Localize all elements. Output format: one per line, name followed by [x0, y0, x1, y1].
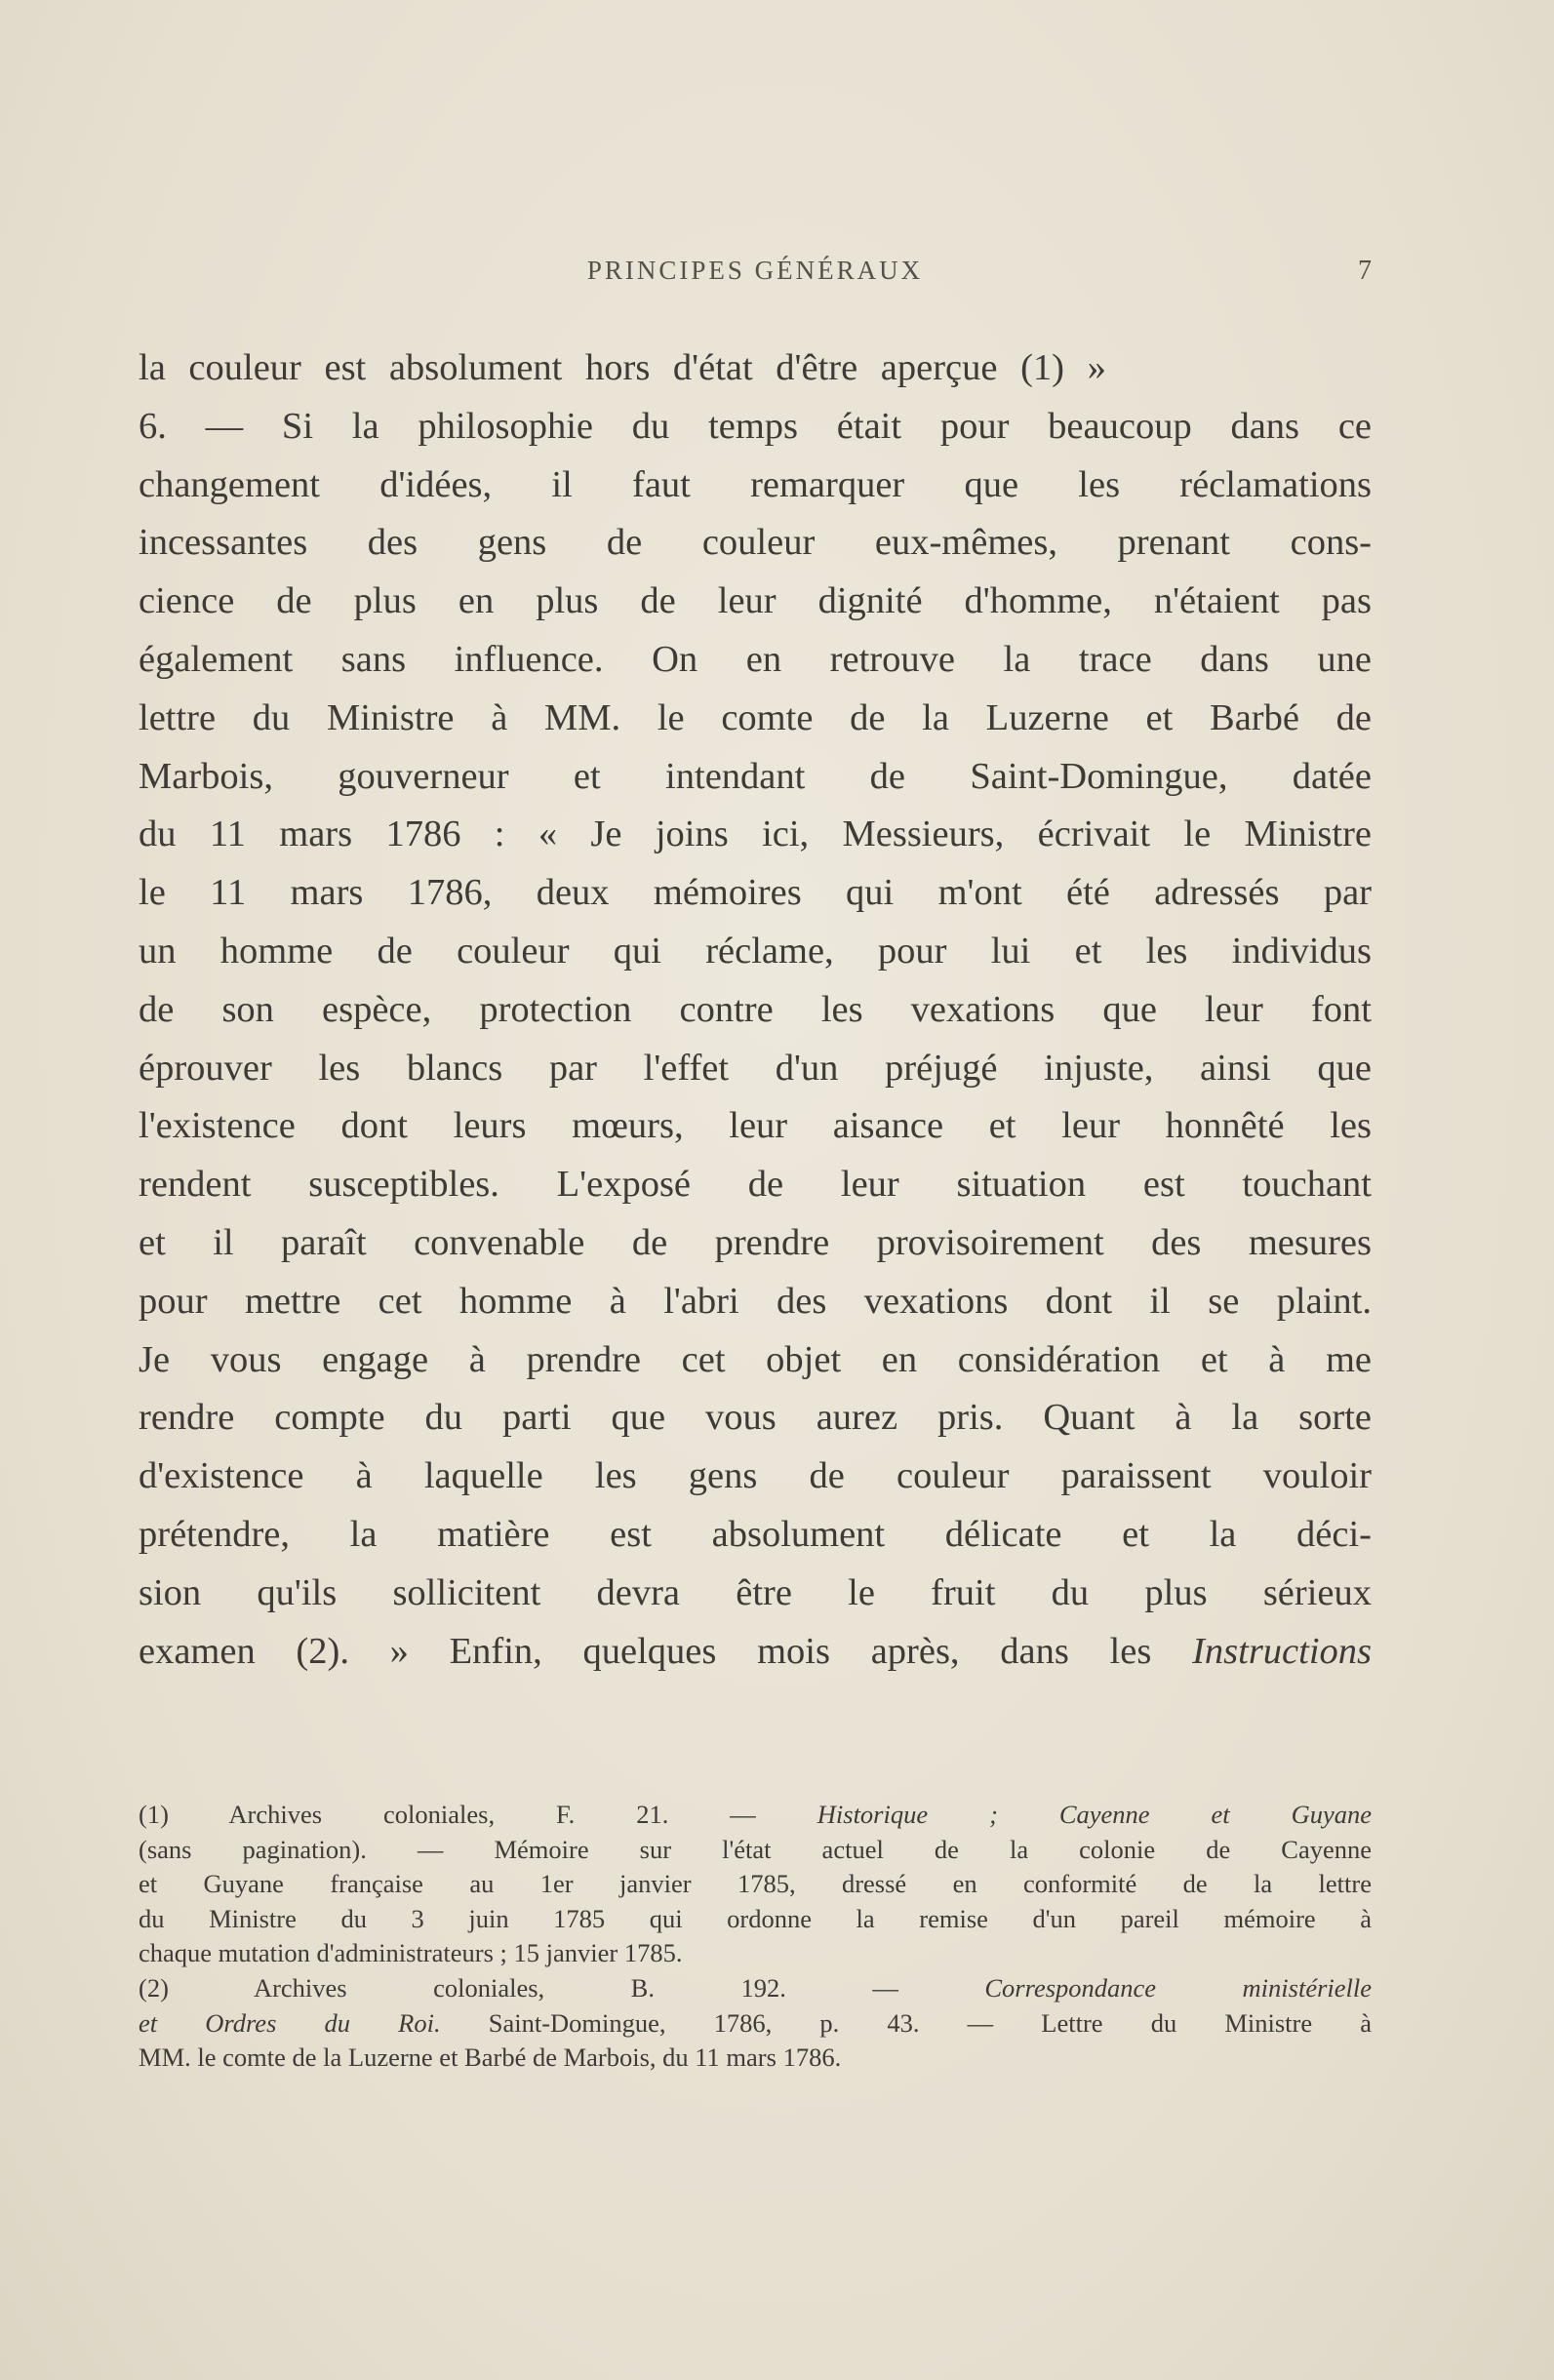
- footnote-1-ref: (1) Archives coloniales, F. 21. —: [139, 1800, 756, 1829]
- text-line: la couleur est absolument hors d'état d'être aperçue (1) »: [139, 347, 1106, 388]
- text-line: également sans influence. On en retrouve la trace dans une: [139, 638, 1372, 680]
- text-line-last-roman: examen (2). » Enfin, quelques mois après, dans les: [139, 1630, 1152, 1672]
- text-line: changement d'idées, il faut remarquer que les réclamations: [139, 463, 1372, 505]
- text-line: l'existence dont leurs mœurs, leur aisance et leur honnêté les: [139, 1105, 1372, 1147]
- text-line: éprouver les blancs par l'effet d'un préjugé injuste, ainsi que: [139, 1047, 1372, 1089]
- text-line: du 11 mars 1786 : « Je joins ici, Messieurs, écrivait le Ministre: [139, 813, 1372, 855]
- page-header: [139, 256, 1372, 295]
- footnotes: [139, 1798, 1372, 2076]
- running-title: PRINCIPES GÉNÉRAUX: [586, 256, 924, 285]
- footnote-2-line-3: MM. le comte de la Luzerne et Barbé de Marbois, du 11 mars 1786.: [139, 2043, 842, 2073]
- footnote-1-line-2: (sans pagination). — Mémoire sur l'état actuel de la colonie de Cayenne: [139, 1834, 1372, 1864]
- text-line: incessantes des gens de couleur eux-mêmes, prenant cons-: [139, 522, 1372, 564]
- text-line: rendent susceptibles. L'exposé de leur situation est touchant: [139, 1164, 1372, 1206]
- text-line: sion qu'ils sollicitent devra être le fruit du plus sérieux: [139, 1571, 1372, 1613]
- footnote-1-line-1: [139, 1798, 1372, 1833]
- text-line: et il paraît convenable de prendre provisoirement des mesures: [139, 1221, 1372, 1263]
- text-line: cience de plus en plus de leur dignité d'homme, n'étaient pas: [139, 580, 1372, 622]
- text-line: lettre du Ministre à MM. le comte de la Luzerne et Barbé de: [139, 696, 1372, 738]
- text-line: le 11 mars 1786, deux mémoires qui m'ont été adressés par: [139, 872, 1372, 914]
- text-line: pour mettre cet homme à l'abri des vexations dont il se plaint.: [139, 1280, 1372, 1322]
- text-line-last: [139, 1623, 1372, 1682]
- footnote-2-line-2-text: Saint-Domingue, 1786, p. 43. — Lettre du Ministre à: [488, 2007, 1373, 2038]
- text-line: un homme de couleur qui réclame, pour lui et les individus: [139, 930, 1372, 972]
- footnote-1-line-3: et Guyane française au 1er janvier 1785, dressé en conformité de la lettre: [139, 1869, 1372, 1899]
- footnote-2-line-1: [139, 1971, 1372, 2006]
- footnote-2-italic-2: et Ordres du Roi.: [139, 2007, 441, 2038]
- page-number: 7: [1358, 256, 1372, 286]
- footnote-2-ref: (2) Archives coloniales, B. 192. —: [139, 1972, 898, 2003]
- footnote-1-italic: Historique ; Cayenne et Guyane: [817, 1800, 1372, 1829]
- text-line: prétendre, la matière est absolument délicate et la déci-: [139, 1513, 1372, 1555]
- text-line: Marbois, gouverneur et intendant de Saint-Domingue, datée: [139, 755, 1372, 797]
- text-line: d'existence à laquelle les gens de couleur paraissent vouloir: [139, 1455, 1372, 1497]
- main-text: [139, 339, 1372, 1681]
- text-line: Je vous engage à prendre cet objet en considération et à me: [139, 1338, 1372, 1380]
- footnote-1-line-5: chaque mutation d'administrateurs ; 15 janvier 1785.: [139, 1938, 683, 1968]
- footnote-2-line-2: [139, 2006, 1372, 2042]
- text-line-last-italic: Instructions: [1192, 1630, 1373, 1672]
- footnote-2-italic: Correspondance ministérielle: [984, 1972, 1373, 2003]
- footnote-1-line-4: du Ministre du 3 juin 1785 qui ordonne la remise d'un pareil mémoire à: [139, 1903, 1372, 1933]
- text-line: rendre compte du parti que vous aurez pris. Quant à la sorte: [139, 1397, 1372, 1439]
- text-line: 6. — Si la philosophie du temps était pour beaucoup dans ce: [139, 405, 1372, 447]
- text-line: de son espèce, protection contre les vexations que leur font: [139, 988, 1372, 1030]
